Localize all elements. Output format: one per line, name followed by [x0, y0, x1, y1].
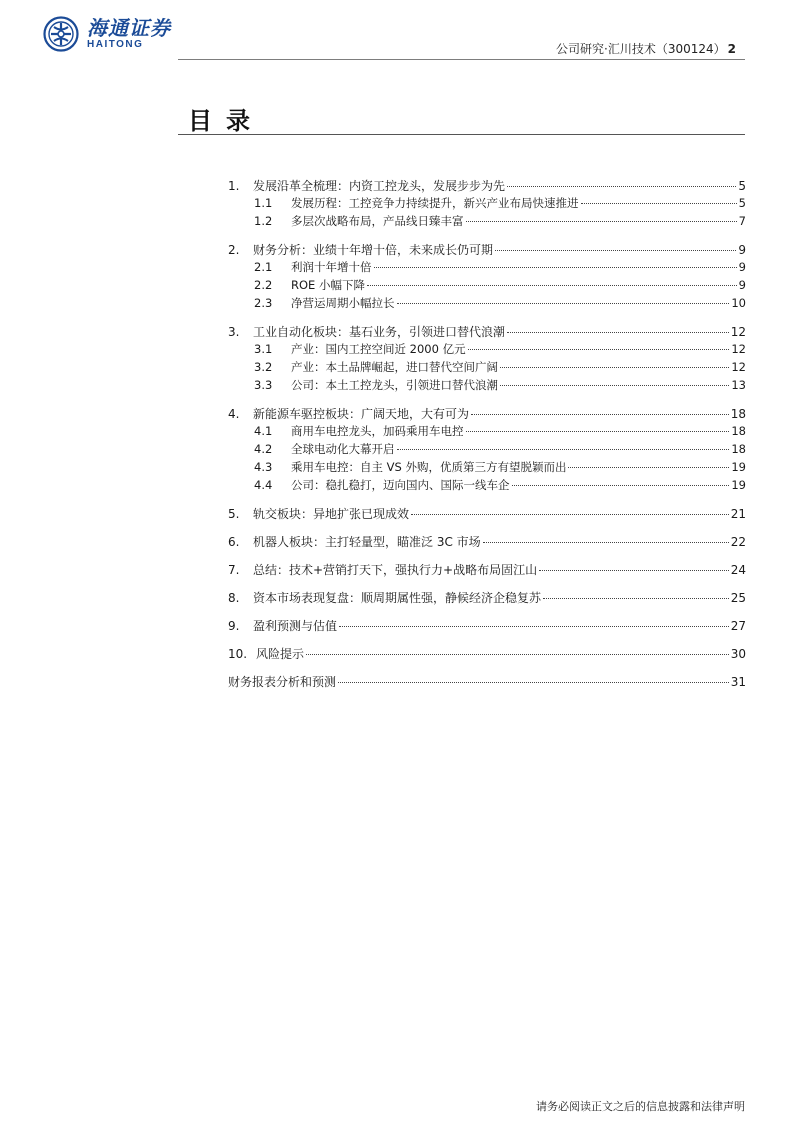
toc-entry-title: 机器人板块：主打轻量型，瞄准泛 3C 市场: [253, 535, 481, 549]
toc-entry-page: 30: [730, 647, 746, 661]
toc-entry-page: 19: [731, 460, 746, 474]
dot-leader: [507, 186, 736, 187]
toc-entry-page: 10: [731, 296, 746, 310]
toc-entry-page: 18: [730, 407, 746, 421]
toc-entry-title: 风险提示: [256, 647, 305, 661]
dot-leader: [495, 250, 736, 251]
toc-entry-number: 1.2: [254, 214, 273, 228]
toc-entry[interactable]: [228, 195, 746, 213]
dot-leader: [512, 485, 730, 486]
toc-entry[interactable]: [228, 377, 746, 395]
toc-entry-page: 25: [730, 591, 746, 605]
dot-leader: [411, 514, 729, 515]
toc-entry-page: 5: [738, 179, 746, 193]
toc-entry-title: 发展沿革全梳理：内资工控龙头，发展步步为先: [253, 179, 506, 193]
toc-entry-number: 5.: [228, 507, 240, 521]
toc-entry-page: 12: [731, 342, 746, 356]
toc-entry[interactable]: [228, 589, 746, 607]
toc-entry-title: 产业：国内工控空间近 2000 亿元: [291, 342, 466, 356]
toc-entry-title: 总结：技术+营销打天下，强执行力+战略布局固江山: [253, 563, 538, 577]
toc-entry-number: 4.1: [254, 424, 273, 438]
toc-entry[interactable]: [228, 323, 746, 341]
dot-leader: [397, 449, 730, 450]
toc-entry-title: 产业：本土品牌崛起，进口替代空间广阔: [291, 360, 498, 374]
dot-leader: [500, 385, 729, 386]
toc-entry-number: 1.1: [254, 196, 273, 210]
toc-entry-number: 3.: [228, 325, 240, 339]
toc-entry-number: 3.1: [254, 342, 273, 356]
toc-entry-page: 9: [738, 260, 746, 274]
haitong-logo: [43, 16, 171, 52]
toc-entry-page: 7: [738, 214, 746, 228]
toc-entry-page: 13: [731, 378, 746, 392]
toc-entry-title: 财务分析：业绩十年增十倍，未来成长仍可期: [253, 243, 494, 257]
toc-entry-title: 公司：本土工控龙头，引领进口替代浪潮: [291, 378, 498, 392]
toc-entry-page: 22: [730, 535, 746, 549]
toc-entry[interactable]: [228, 359, 746, 377]
toc-entry-page: 5: [738, 196, 746, 210]
toc-entry[interactable]: [228, 459, 746, 477]
toc-entry-page: 19: [731, 478, 746, 492]
toc-entry-title: 净营运周期小幅拉长: [291, 296, 395, 310]
toc-entry-title: 公司：稳扎稳打，迈向国内、国际一线车企: [291, 478, 510, 492]
toc-entry-title: 商用车电控龙头，加码乘用车电控: [291, 424, 464, 438]
dot-leader: [374, 267, 737, 268]
header-divider: [178, 59, 745, 60]
toc-entry[interactable]: [228, 341, 746, 359]
toc-entry-number: 4.4: [254, 478, 273, 492]
toc-entry-page: 9: [738, 278, 746, 292]
toc-entry[interactable]: [228, 405, 746, 423]
toc-entry-title: 利润十年增十倍: [291, 260, 372, 274]
toc-entry-page: 24: [730, 563, 746, 577]
dot-leader: [539, 570, 729, 571]
toc-entry[interactable]: [228, 533, 746, 551]
dot-leader: [568, 467, 729, 468]
toc-entry[interactable]: [228, 277, 746, 295]
toc-entry-number: 3.2: [254, 360, 273, 374]
toc-entry-title: 发展历程：工控竞争力持续提升，新兴产业布局快速推进: [291, 196, 579, 210]
dot-leader: [466, 431, 730, 432]
toc-entry[interactable]: [228, 561, 746, 579]
toc-title: 目录: [188, 106, 264, 135]
toc-entry-title: 新能源车驱控板块：广阔天地，大有可为: [253, 407, 470, 421]
report-label: [556, 40, 736, 57]
toc-entry[interactable]: [228, 259, 746, 277]
dot-leader: [466, 221, 737, 222]
toc-entry-number: 3.3: [254, 378, 273, 392]
toc-entry-page: 27: [730, 619, 746, 633]
toc-entry-title: ROE 小幅下降: [291, 278, 365, 292]
toc-entry-title: 工业自动化板块：基石业务，引领进口替代浪潮: [253, 325, 506, 339]
toc-entry[interactable]: [228, 645, 746, 663]
dot-leader: [339, 626, 729, 627]
toc-entry-number: 10.: [228, 647, 248, 661]
toc-entry-number: 7.: [228, 563, 240, 577]
toc-entry-page: 31: [730, 675, 746, 689]
table-of-contents: [228, 177, 746, 691]
toc-entry-title: 多层次战略布局，产品线日臻丰富: [291, 214, 464, 228]
toc-entry-page: 18: [731, 442, 746, 456]
dot-leader: [468, 349, 730, 350]
disclaimer-note: 请务必阅读正文之后的信息披露和法律声明: [536, 1100, 745, 1113]
report-label-text: 公司研究·汇川技术（300124）: [556, 42, 726, 56]
dot-leader: [483, 542, 729, 543]
logo-chinese-name: 海通证券: [87, 16, 171, 40]
toc-entry-number: 4.2: [254, 442, 273, 456]
toc-entry[interactable]: [228, 295, 746, 313]
toc-entry-page: 12: [731, 360, 746, 374]
toc-entry[interactable]: [228, 241, 746, 259]
toc-entry-page: 9: [738, 243, 746, 257]
dot-leader: [543, 598, 729, 599]
toc-entry[interactable]: [228, 617, 746, 635]
dot-leader: [507, 332, 729, 333]
toc-entry-title: 财务报表分析和预测: [228, 675, 337, 689]
dot-leader: [500, 367, 729, 368]
page-number: 2: [727, 42, 736, 56]
toc-entry-title: 轨交板块：异地扩张已现成效: [253, 507, 410, 521]
toc-entry-number: 2.2: [254, 278, 273, 292]
toc-entry-number: 1.: [228, 179, 240, 193]
dot-leader: [471, 414, 729, 415]
toc-entry[interactable]: [228, 441, 746, 459]
toc-entry-title: 乘用车电控：自主 VS 外购，优质第三方有望脱颖而出: [291, 460, 567, 474]
toc-entry-number: 4.: [228, 407, 240, 421]
toc-entry-number: 4.3: [254, 460, 273, 474]
toc-entry-number: 2.1: [254, 260, 273, 274]
toc-entry-number: 8.: [228, 591, 240, 605]
toc-entry[interactable]: [228, 477, 746, 495]
dot-leader: [338, 682, 729, 683]
toc-entry[interactable]: [228, 423, 746, 441]
toc-entry[interactable]: [228, 673, 746, 691]
dot-leader: [367, 285, 737, 286]
toc-entry-title: 全球电动化大幕开启: [291, 442, 395, 456]
dot-leader: [397, 303, 730, 304]
logo-english-name: HAITONG: [87, 39, 144, 50]
toc-entry[interactable]: [228, 213, 746, 231]
toc-entry-number: 9.: [228, 619, 240, 633]
toc-entry-title: 资本市场表现复盘：顺周期属性强，静候经济企稳复苏: [253, 591, 542, 605]
page-header: [0, 0, 793, 68]
toc-entry[interactable]: [228, 505, 746, 523]
toc-entry-page: 12: [730, 325, 746, 339]
toc-entry-number: 6.: [228, 535, 240, 549]
toc-entry-title: 盈利预测与估值: [253, 619, 338, 633]
toc-entry-number: 2.3: [254, 296, 273, 310]
toc-entry-page: 18: [731, 424, 746, 438]
dot-leader: [581, 203, 737, 204]
dot-leader: [306, 654, 729, 655]
toc-entry[interactable]: [228, 177, 746, 195]
toc-entry-page: 21: [730, 507, 746, 521]
haitong-emblem-icon: [43, 16, 79, 52]
toc-entry-number: 2.: [228, 243, 240, 257]
title-divider: [178, 134, 745, 135]
